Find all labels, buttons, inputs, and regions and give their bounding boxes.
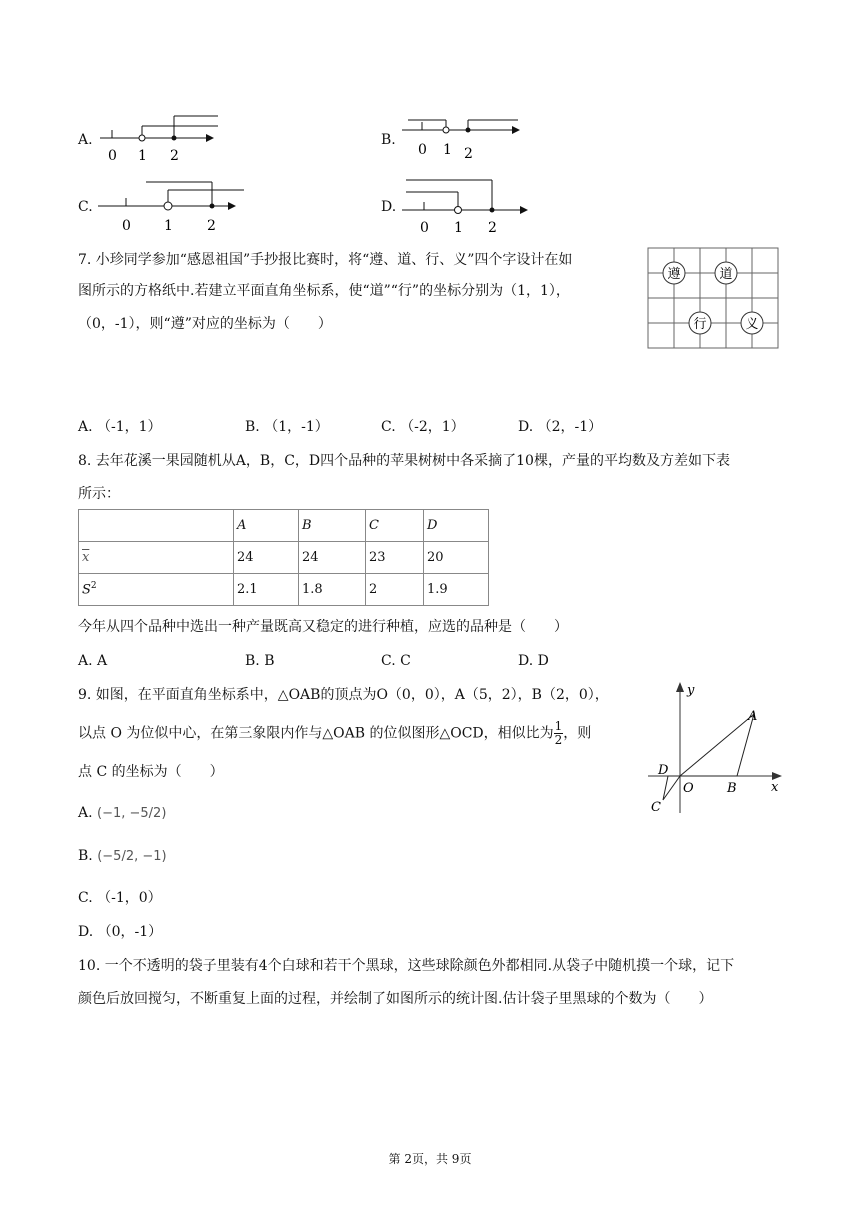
number-line-c [96,176,251,236]
q10-text-line: 10. 一个不透明的袋子里装有4个白球和若干个黑球，这些球除颜色外都相同.从袋子中随机摸一个球，记下 [78,958,735,974]
option-label: A. [78,805,93,821]
tick-label: 0 [108,148,117,164]
table-cell: 2 [366,574,424,606]
point-label-o: O [683,781,694,796]
table-cell: 24 [234,542,299,574]
tick-label: 0 [418,142,427,158]
axis-label-y: y [687,683,695,698]
grid-char-yi: 义 [745,317,759,332]
fraction-denominator: 2 [554,733,563,747]
q8-text-line: 8. 去年花溪一果园随机从A，B，C，D四个品种的苹果树树中各采摘了10棵，产量的平均数及方差如下表 [78,453,730,469]
number-line-d [400,176,535,236]
table-row [79,574,489,606]
stats-table [78,509,489,606]
mean-symbol: $\overline{x}$ [82,550,90,565]
table-header: A [234,510,299,542]
table-cell: 1.9 [424,574,489,606]
option-math: (−5/2, −1) [97,849,167,864]
axis-label-x: x [771,780,779,795]
ratio-fraction [554,720,564,747]
point-label-c: C [651,800,661,815]
table-cell: 24 [299,542,366,574]
table-cell: 2.1 [234,574,299,606]
table-row [79,510,489,542]
option-label: C. [78,199,93,215]
table-header: D [424,510,489,542]
point-label-d: D [658,763,669,778]
tick-label: 1 [454,220,463,236]
tick-label: 0 [122,218,131,234]
table-cell: 1.8 [299,574,366,606]
tick-label: 1 [164,218,173,234]
option-math: (−1, −5/2) [97,806,167,821]
q9-text: 以点 O 为位似中心，在第三象限内作与△OAB 的位似图形△OCD，相似比为 [78,725,554,742]
q8-option-d[interactable]: D. D [518,653,549,669]
q7-option-c[interactable]: C. （-2，1） [381,419,465,435]
table-cell: 20 [424,542,489,574]
table-cell: 23 [366,542,424,574]
q7-option-b[interactable]: B. （1，-1） [245,419,329,435]
q9-option-d[interactable]: D. （0，-1） [78,924,163,940]
coordinate-figure [640,678,790,818]
grid-char-dao: 道 [719,267,733,282]
table-header: B [299,510,366,542]
option-label: B. [78,848,93,864]
grid-char-zun: 遵 [667,267,681,282]
point-label-b: B [727,781,737,796]
option-label: A. [78,132,93,148]
q7-text-line: 图所示的方格纸中.若建立平面直角坐标系，使“道”“行”的坐标分别为（1，1）， [78,283,570,299]
q9-option-a[interactable] [78,803,166,824]
grid-figure [647,247,783,351]
q7-option-a[interactable]: A. （-1，1） [78,419,162,435]
q9-text-line: 9. 如图，在平面直角坐标系中，△OAB的顶点为O（0，0），A（5，2），B（2，0）， [78,687,609,703]
table-cell [79,510,234,542]
tick-label: 2 [207,218,216,234]
table-header: C [366,510,424,542]
number-line-a [98,110,228,165]
tick-label: 2 [488,220,497,236]
fraction-numerator: 1 [554,719,563,733]
q7-text-line: 7. 小珍同学参加“感恩祖国”手抄报比赛时，将“遵、道、行、义”四个字设计在如 [78,252,573,268]
q8-option-a[interactable]: A. A [78,653,108,669]
q8-option-c[interactable]: C. C [381,653,411,669]
q9-text: ，则 [563,725,592,742]
q8-text-line: 所示： [78,486,120,502]
q7-text-line: （0，-1），则“遵”对应的坐标为（ ） [78,316,332,332]
grid-char-xing: 行 [693,317,707,332]
tick-label: 2 [170,148,179,164]
page-footer: 第 2页，共 9页 [388,1152,472,1166]
variance-symbol: S [82,582,91,598]
tick-label: 0 [420,220,429,236]
table-row [79,542,489,574]
mean-label-cell [79,542,234,574]
q7-option-d[interactable]: D. （2，-1） [518,419,603,435]
tick-label: 1 [443,142,452,158]
variance-label-cell [79,574,234,606]
tick-label: 2 [464,146,473,162]
q9-option-b[interactable] [78,846,167,867]
q9-text-line: 点 C 的坐标为（ ） [78,764,224,780]
option-label: B. [381,132,396,148]
q9-option-c[interactable]: C. （-1，0） [78,890,162,906]
point-label-a: A [748,709,758,724]
q9-text-line-2 [78,720,591,747]
q10-text-line: 颜色后放回搅匀，不断重复上面的过程，并绘制了如图所示的统计图.估计袋子里黑球的个数为（ ） [78,991,713,1007]
variance-superscript: 2 [90,581,97,592]
tick-label: 1 [138,148,147,164]
q8-question: 今年从四个品种中选出一种产量既高又稳定的进行种植，应选的品种是（ ） [78,619,568,635]
option-label: D. [381,199,397,215]
q8-option-b[interactable]: B. B [245,653,275,669]
number-line-b [400,110,535,165]
